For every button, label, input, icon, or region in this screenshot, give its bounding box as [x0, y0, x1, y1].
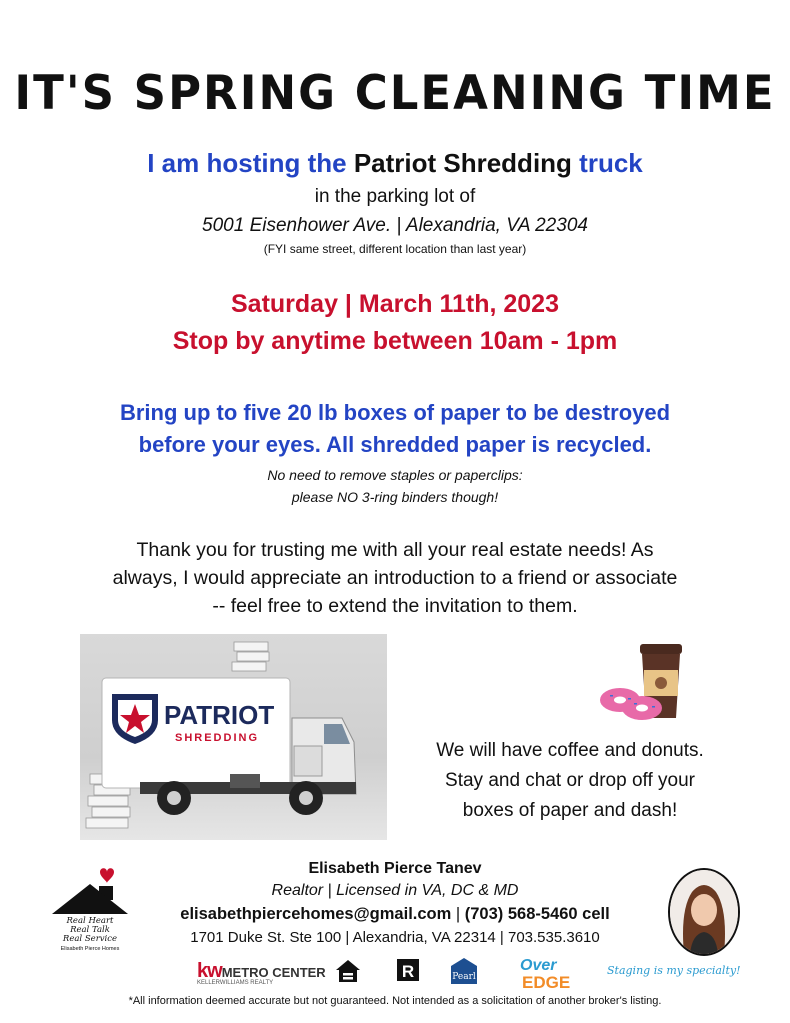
thanks-paragraph [0, 536, 790, 620]
realtor-icon [396, 958, 420, 986]
binders-note: please NO 3-ring binders though! [291, 489, 499, 505]
house-line-2: Real Talk [70, 925, 110, 935]
agent-title: Realtor | Licensed in VA, DC & MD [271, 882, 519, 899]
metro-center-text: METRO CENTER [221, 965, 326, 980]
fyi-note: (FYI same street, different location than last year) [263, 242, 527, 256]
coffee-donuts-icon [598, 640, 696, 724]
coffee-line-2: Stay and chat or drop off your [445, 770, 695, 791]
thanks-line-1: Thank you for trusting me with all your real estate needs! As [136, 539, 654, 561]
agent-portrait [670, 870, 738, 954]
kw-logo-text: kw [197, 960, 222, 982]
bring-line-1: Bring up to five 20 lb boxes of paper to be destroyed [119, 400, 671, 425]
bring-line-2: before your eyes. All shredded paper is recycled. [138, 432, 652, 457]
kw-sub-text: KELLERWILLIAMS REALTY [197, 980, 274, 986]
contact-separator: | [451, 905, 465, 923]
host-line [0, 148, 790, 179]
over-text: Over [520, 957, 557, 974]
pearl-logo-icon [447, 956, 481, 988]
edge-text: EDGE [522, 973, 571, 992]
staples-note: No need to remove staples or paperclips: [267, 467, 523, 483]
kw-metro-center-logo [197, 960, 326, 986]
paper-stack-top [232, 642, 269, 671]
agent-email[interactable]: elisabethpiercehomes@gmail.com [180, 905, 452, 923]
disclaimer: *All information deemed accurate but not guaranteed. Not intended as a solicitation of another broker's listing. [128, 995, 662, 1007]
house-line-3: Real Service [62, 934, 118, 944]
truck-sub-text: SHREDDING [175, 732, 260, 744]
host-company: Patriot Shredding [353, 148, 572, 178]
avatar [668, 868, 740, 956]
truck-image [80, 634, 387, 840]
thanks-line-2: always, I would appreciate an introduction to a friend or associate [112, 567, 678, 589]
coffee-line-3: boxes of paper and dash! [462, 800, 678, 821]
coffee-line-1: We will have coffee and donuts. [436, 740, 704, 761]
host-part-3: truck [571, 148, 643, 178]
event-time: Stop by anytime between 10am - 1pm [172, 327, 618, 355]
staging-tagline: Staging is my specialty! [607, 964, 741, 977]
agent-office: 1701 Duke St. Ste 100 | Alexandria, VA 22314 | 703.535.3610 [190, 929, 600, 946]
coffee-text [410, 736, 730, 826]
agent-phone[interactable]: (703) 568-5460 cell [464, 905, 610, 923]
thanks-line-3: -- feel free to extend the invitation to them. [212, 595, 578, 617]
house-line-4: Elisabeth Pierce Homes [60, 946, 120, 952]
agent-name: Elisabeth Pierce Tanev [308, 860, 482, 877]
parking-lot-text: in the parking lot of [314, 186, 476, 207]
headline: IT'S SPRING CLEANING TIME [14, 64, 776, 121]
truck-brand-text: PATRIOT [164, 700, 275, 730]
host-part-1: I am hosting the [147, 148, 354, 178]
event-address: 5001 Eisenhower Ave. | Alexandria, VA 22304 [202, 215, 588, 236]
house-line-1: Real Heart [66, 916, 114, 926]
event-date: Saturday | March 11th, 2023 [231, 290, 559, 318]
over-the-edge-logo [518, 954, 582, 992]
truck-illustration [80, 634, 387, 840]
pearl-text: Pearl [452, 972, 476, 982]
realtor-letter: R [401, 962, 415, 981]
equal-housing-icon [334, 958, 362, 986]
